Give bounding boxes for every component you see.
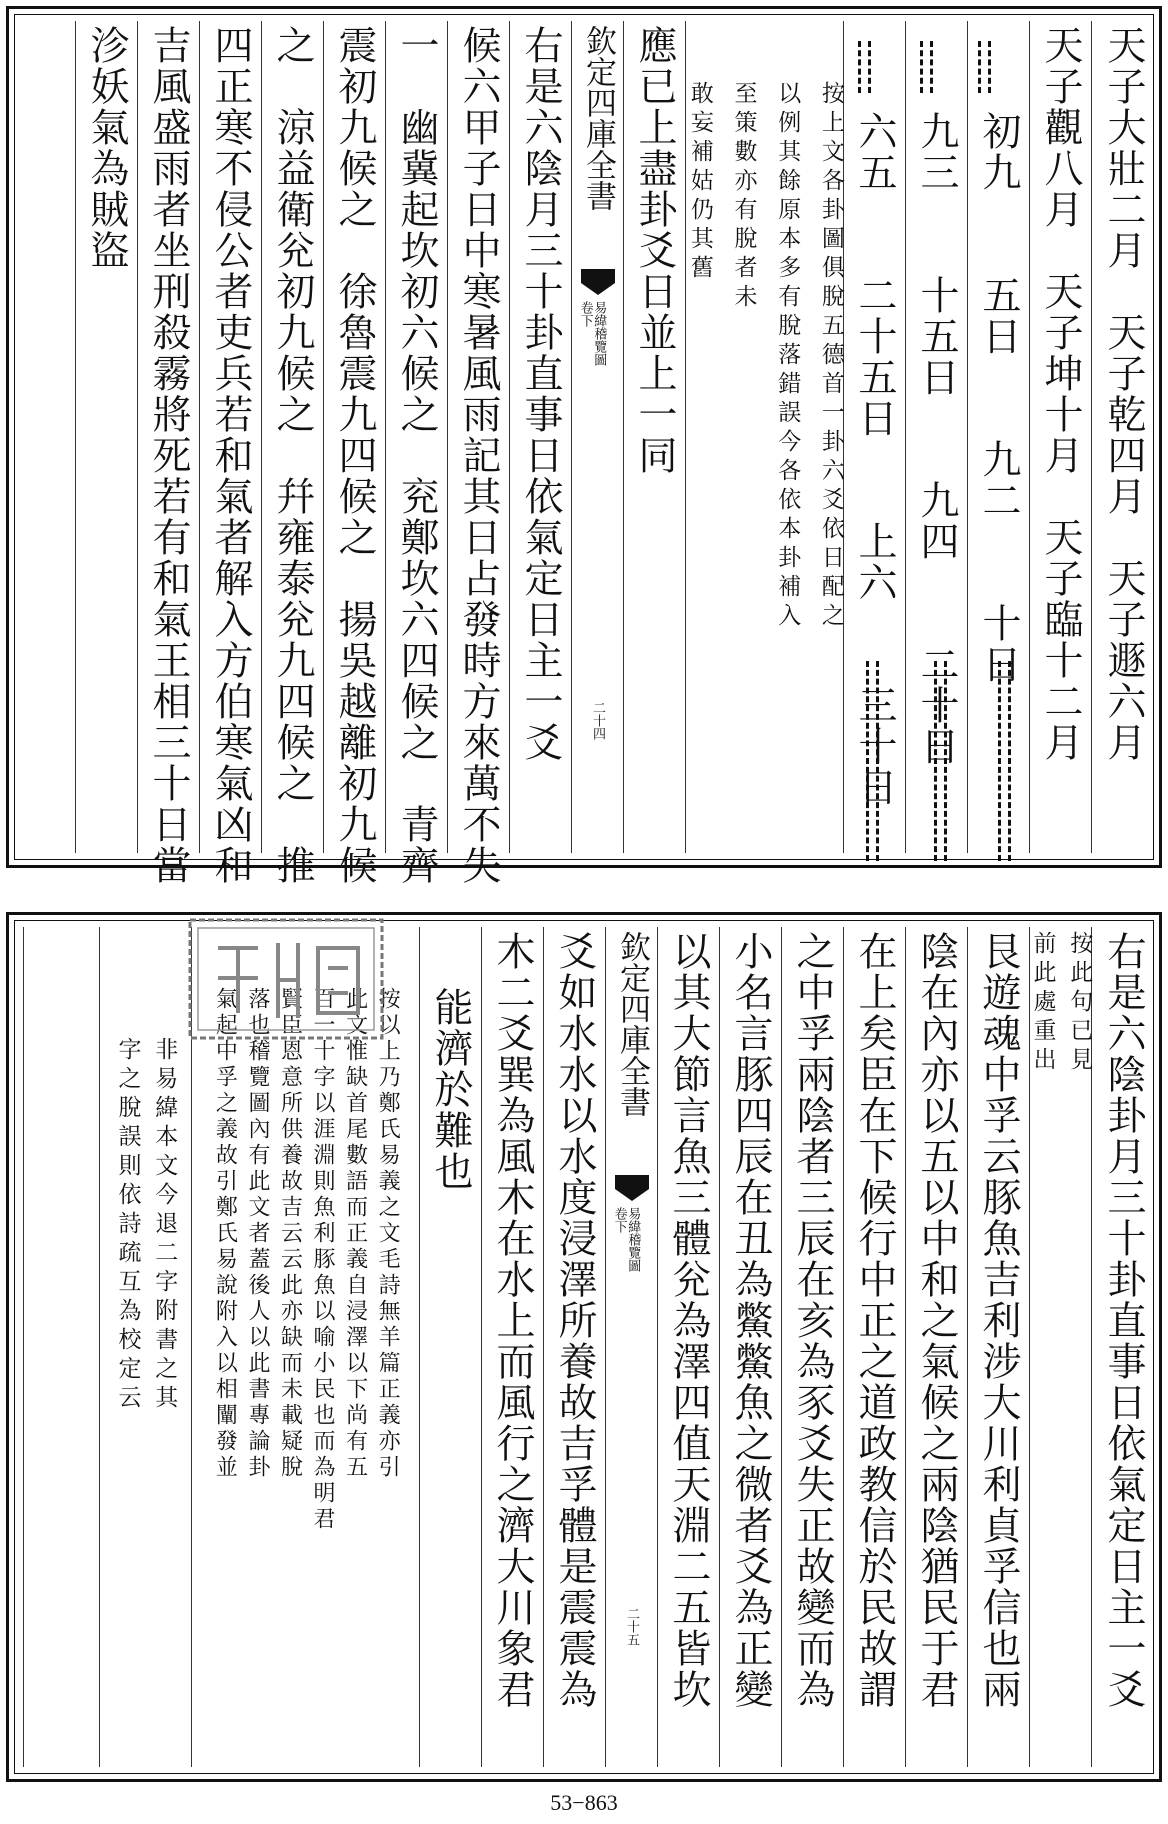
column-text: 以其大節言魚三體兊為澤四值天淵二五皆坎	[666, 931, 711, 1710]
text-column	[843, 21, 905, 853]
text-column	[967, 927, 1029, 1767]
book-title-header: 欽定四庫全書	[580, 25, 616, 211]
text-column	[843, 927, 905, 1767]
text-column	[543, 927, 605, 1767]
dashed-line	[858, 41, 861, 93]
commentary-note: 按此句已見 前此處重出	[1029, 931, 1093, 1076]
column-text: 右是六陰月三十卦直事日依氣定日主一爻	[518, 25, 563, 763]
text-column	[623, 21, 685, 853]
text-column	[419, 927, 481, 1767]
text-column	[261, 21, 323, 886]
text-column	[1091, 21, 1155, 853]
fishtail-mark-icon	[615, 1175, 649, 1201]
dashed-line	[988, 41, 991, 93]
text-column	[137, 21, 199, 886]
page-number: 二十五	[624, 1607, 639, 1646]
dashed-line	[998, 661, 1001, 861]
commentary-note: 按上文各卦圖俱脫五德首一卦六爻依日配之 以例其餘原本多有脫落錯誤今各依本卦補入 至策數亦有脫者未 敢妄補姑仍其舊	[686, 81, 844, 632]
dashed-line	[876, 661, 879, 861]
text-column	[323, 21, 385, 886]
text-column	[719, 927, 781, 1767]
text-column	[1029, 21, 1091, 853]
note-column	[685, 21, 843, 853]
volume-label: 易緯稽覽圖 卷下	[577, 301, 607, 366]
column-text: 艮遊魂中孚云豚魚吉利涉大川利貞孚信也兩	[976, 931, 1021, 1710]
text-column	[905, 927, 967, 1767]
text-column	[781, 927, 843, 1767]
column-text: 小名言豚四辰在丑為鱉鱉魚之微者爻為正變	[728, 931, 773, 1710]
center-fold-column	[571, 21, 623, 853]
text-column	[481, 927, 543, 1767]
note-column	[1029, 927, 1091, 1767]
page-number: 二十四	[590, 701, 605, 740]
dashed-line	[978, 41, 981, 93]
text-column	[509, 21, 571, 853]
note-column	[99, 927, 191, 1767]
column-text: 應已上盡卦爻日並上一同	[632, 25, 677, 476]
text-column	[199, 21, 261, 886]
book-title-header: 欽定四庫全書	[614, 931, 650, 1117]
bottom-page	[6, 912, 1162, 1782]
dashed-line	[934, 661, 937, 861]
dashed-line	[1008, 661, 1011, 861]
column-text: 右是六陰卦月三十卦直事日依氣定日主一爻	[1101, 931, 1146, 1710]
commentary-note: 按以上乃鄭氏易義之文毛詩無羊篇正義亦引 此文惟缺首尾數語而正義自浸澤以下尚有五 百一十字以涯淵則魚利豚魚以喻小民也而為明君 賢臣恩意所供養故吉云云此亦缺而未載疑脫 落也稽覽圖內有此文者蓋後人以此書專論卦 氣起中孚之義故引鄭氏易說附入以相闡發並	[212, 987, 401, 1533]
column-text: 四正寒不侵公者吏兵若和氣者解入方伯寒氣凶和	[208, 25, 253, 886]
top-page	[6, 6, 1162, 886]
column-text: 初九 五日 九二 十日	[976, 111, 1021, 685]
column-text: 在上矣臣在下候行中正之道政教信於民故謂	[852, 931, 897, 1710]
column-text: 木二爻巽為風木在水上而風行之濟大川象君	[490, 931, 535, 1710]
blank-column	[23, 927, 99, 1767]
column-text: 九三 十五日 九四 二十日	[914, 111, 959, 767]
column-text: 陰在內亦以五以中和之氣候之兩陰猶民于君	[914, 931, 959, 1710]
text-column	[1091, 927, 1155, 1767]
column-text: 之 涼益衛兊初九候之 幷雍泰兊九四候之 推	[270, 25, 315, 886]
center-fold-column	[605, 927, 657, 1767]
dashed-line	[920, 41, 923, 93]
column-text: 一 幽冀起坎初六候之 兖鄭坎六四候之 青齊	[394, 25, 439, 886]
fishtail-mark-icon	[581, 269, 615, 295]
text-column	[447, 21, 509, 886]
note-column	[191, 927, 419, 1767]
column-text: 候六甲子日中寒暑風雨記其日占發時方來萬不失	[456, 25, 501, 886]
text-column	[905, 21, 967, 853]
text-column	[657, 927, 719, 1767]
column-text: 吉風盛雨者坐刑殺霧將死若有和氣王相三十日當	[146, 25, 191, 886]
dashed-line	[930, 41, 933, 93]
column-text: 爻如水水以水度浸澤所養故吉孚體是震震為	[552, 931, 597, 1710]
column-text: 能濟於難也	[428, 987, 473, 1192]
column-text: 之中孚兩陰者三辰在亥為豕爻失正故變而為	[790, 931, 835, 1710]
column-text: 沴妖氣為賊盜	[84, 25, 129, 271]
text-column	[75, 21, 137, 853]
dashed-line	[866, 661, 869, 861]
dashed-line	[944, 661, 947, 861]
column-text: 天子大壯二月 天子乾四月 天子遯六月	[1101, 25, 1146, 763]
column-text: 六五 二十五日 上六 三十日	[852, 111, 897, 808]
text-column	[967, 21, 1029, 853]
commentary-note: 非易緯本文今退二字附書之其 字之脫誤則依詩疏互為校定云	[114, 1037, 178, 1414]
column-text: 天子觀八月 天子坤十月 天子臨十二月	[1038, 25, 1083, 763]
column-text: 震初九候之 徐魯震九四候之 揚吳越離初九候	[332, 25, 377, 886]
volume-label: 易緯稽覽圖 卷下	[611, 1207, 641, 1272]
page-footer-number: 53−863	[550, 1790, 618, 1815]
dashed-line	[868, 41, 871, 93]
seal-stamp-icon	[188, 918, 384, 1040]
text-column	[385, 21, 447, 886]
